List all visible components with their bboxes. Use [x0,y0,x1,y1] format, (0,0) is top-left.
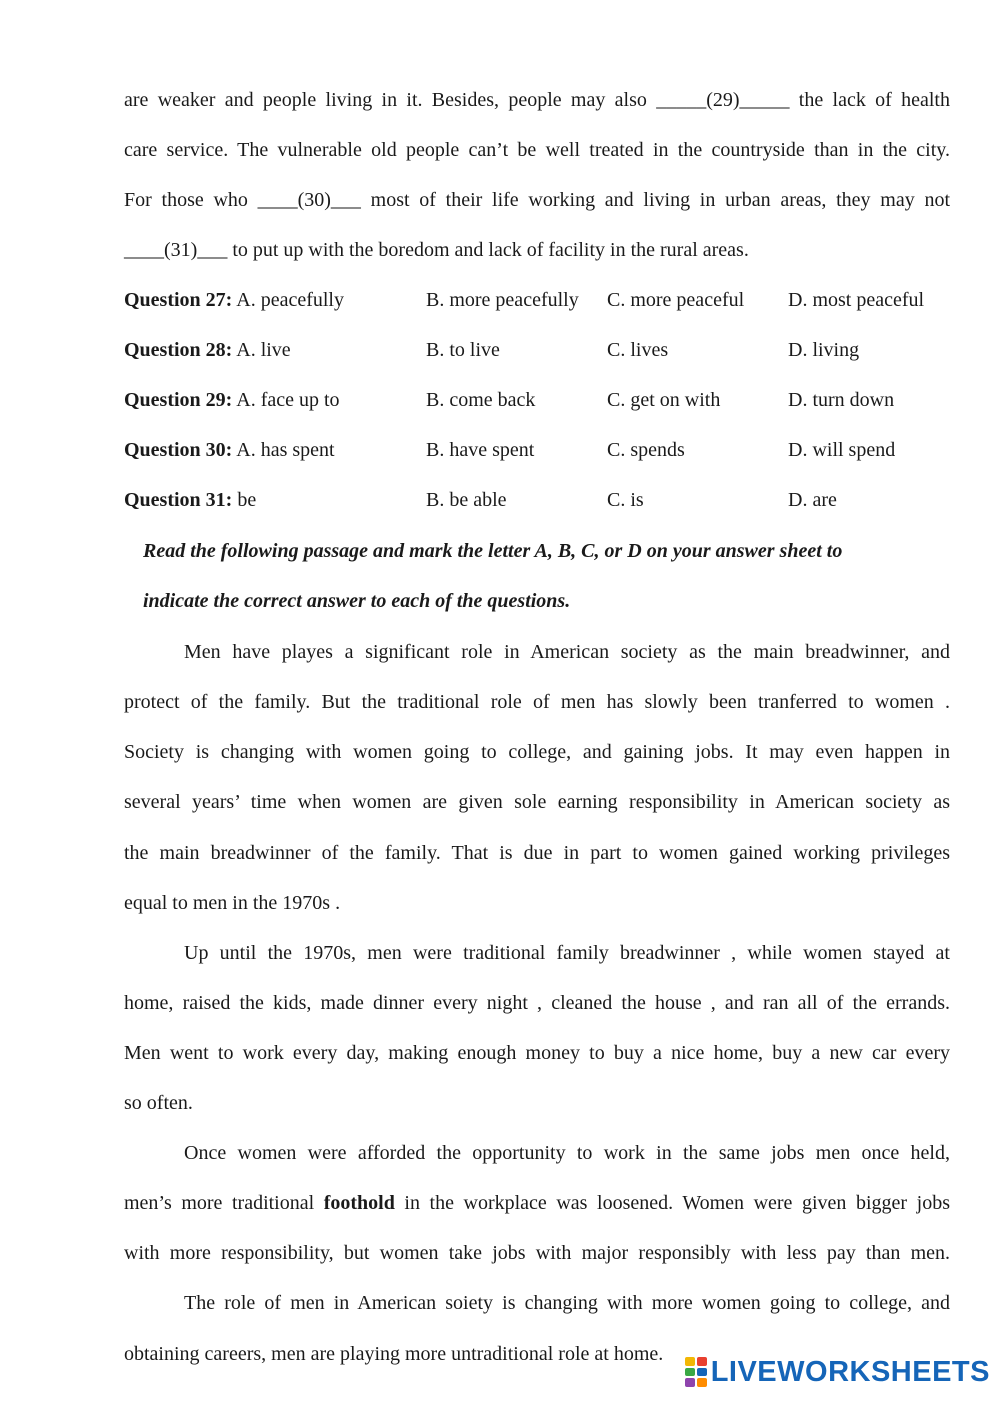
option-b[interactable]: B. more peacefully [426,289,579,311]
text-segment: men’s more traditional [124,1192,324,1214]
paragraph-line: Once women were afforded the opportunity to work in the same jobs men once held, [184,1142,950,1164]
option-a[interactable]: A. peacefully [236,289,344,311]
option-b[interactable]: B. come back [426,389,536,411]
liveworksheets-logo [685,1352,990,1392]
option-c[interactable]: C. more peaceful [607,289,745,311]
option-b[interactable]: B. to live [426,339,500,361]
option-a[interactable]: be [237,489,257,511]
passage-line: care service. The vulnerable old people can’t be well treated in the countryside than in the city. [124,139,950,161]
paragraph-line: Society is changing with women going to college, and gaining jobs. It may even happen in [124,741,950,763]
question-label: Question 31: [124,489,233,511]
keyword-foothold: foothold [323,1192,395,1214]
option-a[interactable]: A. face up to [236,389,340,411]
instruction-line: Read the following passage and mark the letter A, B, C, or D on your answer sheet to [143,540,843,562]
option-c[interactable]: C. is [607,489,644,511]
paragraph-line: equal to men in the 1970s . [124,892,341,914]
paragraph-line: Up until the 1970s, men were traditional family breadwinner , while women stayed at [184,942,950,964]
paragraph-line: the main breadwinner of the family. That is due in part to women gained working privileges [124,842,950,864]
option-b[interactable]: B. have spent [426,439,535,461]
question-31 [124,487,950,513]
question-28 [124,337,950,363]
option-c[interactable]: C. lives [607,339,669,361]
passage-line: For those who ____(30)___ most of their life working and living in urban areas, they may not [124,189,950,211]
paragraph-line: The role of men in American soiety is changing with more women going to college, and [184,1292,950,1314]
option-c[interactable]: C. get on with [607,389,721,411]
paragraph-line [124,1190,950,1216]
question-27 [124,287,950,313]
question-label: Question 29: [124,389,233,411]
option-d[interactable]: D. living [788,339,860,361]
option-a[interactable]: A. live [236,339,291,361]
liveworksheets-logo-icon [685,1357,707,1387]
passage-line: are weaker and people living in it. Besides, people may also _____(29)_____ the lack of health [124,89,950,111]
passage-line: ____(31)___ to put up with the boredom and lack of facility in the rural areas. [124,239,749,261]
question-label: Question 30: [124,439,233,461]
paragraph-line: several years’ time when women are given sole earning responsibility in American society as [124,791,950,813]
paragraph-line: Men have playes a significant role in American society as the main breadwinner, and [184,641,950,663]
instruction-line: indicate the correct answer to each of the questions. [143,590,571,612]
question-label: Question 27: [124,289,233,311]
question-30 [124,437,950,463]
option-d[interactable]: D. are [788,489,837,511]
paragraph-line: protect of the family. But the traditional role of men has slowly been tranferred to women . [124,691,950,713]
liveworksheets-logo-text: LIVEWORKSHEETS [710,1355,990,1388]
option-d[interactable]: D. turn down [788,389,895,411]
paragraph-line: Men went to work every day, making enough money to buy a nice home, buy a new car every [124,1042,950,1064]
paragraph-line: home, raised the kids, made dinner every night , cleaned the house , and ran all of the errands. [124,992,950,1014]
text-segment: in the workplace was loosened. Women were given bigger jobs [394,1192,950,1214]
paragraph-line: obtaining careers, men are playing more untraditional role at home. [124,1343,664,1365]
question-29 [124,387,950,413]
paragraph-line: so often. [124,1092,193,1114]
option-c[interactable]: C. spends [607,439,685,461]
option-a[interactable]: A. has spent [236,439,335,461]
paragraph-line: with more responsibility, but women take jobs with major responsibly with less pay than men. [124,1242,950,1264]
option-b[interactable]: B. be able [426,489,507,511]
option-d[interactable]: D. will spend [788,439,896,461]
option-d[interactable]: D. most peaceful [788,289,925,311]
question-label: Question 28: [124,339,233,361]
